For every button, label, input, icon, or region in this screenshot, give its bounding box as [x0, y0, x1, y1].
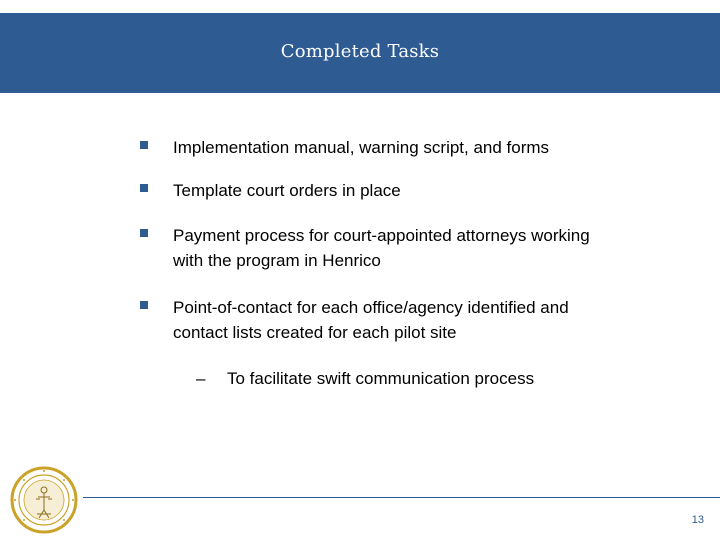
square-bullet-icon [140, 229, 148, 237]
page-number: 13 [691, 514, 704, 526]
slide-title: Completed Tasks [280, 41, 440, 62]
square-bullet-icon [140, 301, 148, 309]
bullet-text: Payment process for court-appointed attorneys working with the program in Henrico [173, 226, 590, 270]
dash-bullet-icon: – [196, 369, 206, 388]
footer-divider [83, 497, 720, 498]
bullet-text: Implementation manual, warning script, and forms [173, 138, 550, 157]
seal-logo-icon [10, 466, 78, 534]
square-bullet-icon [140, 184, 148, 192]
square-bullet-icon [140, 141, 148, 149]
bullet-text: Point-of-contact for each office/agency identified and contact lists created for each pilot site [173, 298, 569, 342]
bullet-text: Template court orders in place [173, 181, 401, 200]
sub-bullet-text: To facilitate swift communication process [227, 369, 535, 388]
